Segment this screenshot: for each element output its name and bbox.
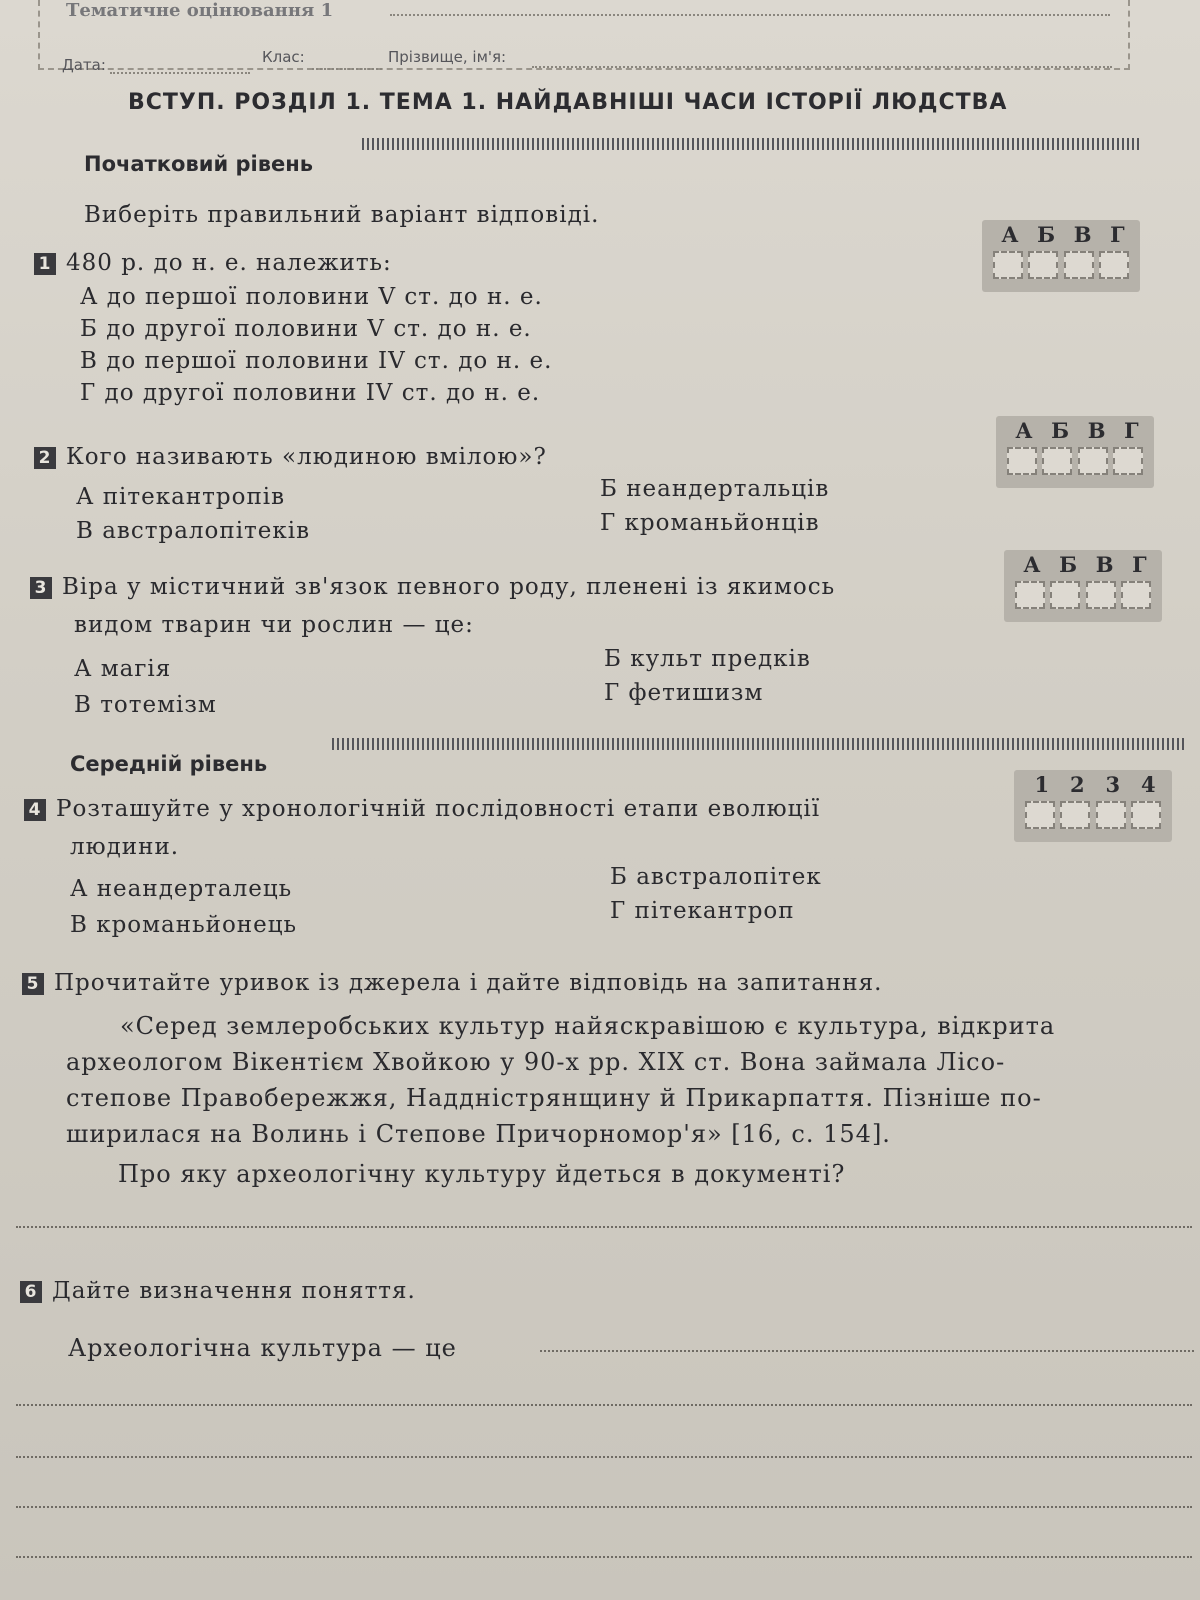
question-5-prompt: Про яку археологічну культуру йдеться в документі? (118, 1160, 846, 1188)
grid-letter: Б (1051, 418, 1070, 443)
grid-number: 2 (1069, 772, 1085, 797)
grid-letter: В (1087, 418, 1106, 443)
question-3-text-line1: Віра у містичний зв'язок певного роду, пленені із якимось (62, 574, 836, 600)
class-field[interactable] (312, 68, 382, 70)
q4-option-b[interactable]: Б австралопітек (610, 864, 822, 890)
instruction-text: Виберіть правильний варіант відповіді. (84, 202, 600, 228)
q1-option-d[interactable]: Г до другої половини IV ст. до н. е. (80, 380, 541, 406)
quote-line: археологом Вікентієм Хвойкою у 90-х рр. XIX ст. Вона займала Лісо- (66, 1048, 1006, 1076)
quote-line: степове Правобережжя, Наддністрянщину й Прикарпаття. Пізніше по- (66, 1084, 1042, 1112)
answer-cell[interactable] (1060, 801, 1090, 829)
question-2 (34, 444, 547, 470)
answer-line[interactable] (16, 1226, 1192, 1228)
question-4-text-line2: людини. (70, 834, 180, 860)
grid-letter: В (1095, 552, 1114, 577)
q3-option-a[interactable]: А магія (74, 656, 172, 682)
question-5 (22, 970, 882, 996)
level-divider-middle (332, 738, 1186, 750)
answer-cell[interactable] (1050, 581, 1080, 609)
header-title-line (390, 14, 1110, 16)
answer-cell[interactable] (1113, 447, 1143, 475)
level-divider-initial (362, 138, 1140, 150)
q2-option-d[interactable]: Г кроманьйонців (600, 510, 820, 536)
class-label: Клас: (262, 48, 305, 66)
question-1 (34, 250, 392, 276)
name-field[interactable] (532, 66, 1112, 68)
q2-option-c[interactable]: В австралопітеків (76, 518, 311, 544)
answer-cell[interactable] (1007, 447, 1037, 475)
question-6 (20, 1278, 416, 1304)
question-2-text: Кого називають «людиною вмілою»? (66, 444, 547, 470)
grid-letter: Б (1037, 222, 1056, 247)
question-5-text: Прочитайте уривок із джерела і дайте відповідь на запитання. (54, 970, 883, 996)
quote-line: «Серед землеробських культур найяскравішою є культура, відкрита (120, 1012, 1056, 1040)
q2-option-a[interactable]: А пітекантропів (76, 484, 286, 510)
q1-answer-grid (982, 220, 1140, 292)
q4-option-a[interactable]: А неандерталець (70, 876, 293, 902)
question-4 (24, 796, 820, 822)
grid-letter: А (1015, 418, 1033, 443)
grid-letter: Б (1059, 552, 1078, 577)
question-number: 4 (24, 799, 46, 821)
question-number: 6 (20, 1281, 42, 1303)
q3-option-d[interactable]: Г фетишизм (604, 680, 764, 706)
answer-cell[interactable] (1025, 801, 1055, 829)
grid-number: 3 (1105, 772, 1121, 797)
answer-cell[interactable] (1078, 447, 1108, 475)
question-6-text: Дайте визначення поняття. (52, 1278, 416, 1304)
q1-option-b[interactable]: Б до другої половини V ст. до н. е. (80, 316, 532, 342)
grid-letter: Г (1110, 222, 1125, 247)
q4-option-c[interactable]: В кроманьйонець (70, 912, 298, 938)
name-label: Прізвище, ім'я: (388, 48, 507, 66)
q3-answer-grid (1004, 550, 1162, 622)
header-title: Тематичне оцінювання 1 (66, 0, 334, 21)
grid-letter: В (1073, 222, 1092, 247)
answer-cell[interactable] (1028, 251, 1058, 279)
answer-cell[interactable] (1015, 581, 1045, 609)
page-title: ВСТУП. РОЗДІЛ 1. ТЕМА 1. НАЙДАВНІШІ ЧАСИ ІСТОРІЇ ЛЮДСТВА (128, 90, 1008, 115)
q1-option-a[interactable]: А до першої половини V ст. до н. е. (80, 284, 543, 310)
answer-cell[interactable] (1131, 801, 1161, 829)
source-quote (66, 1008, 1196, 1152)
q1-option-c[interactable]: В до першої половини IV ст. до н. е. (80, 348, 553, 374)
grid-letter: А (1001, 222, 1019, 247)
q2-option-b[interactable]: Б неандертальців (600, 476, 830, 502)
question-1-text: 480 р. до н. е. належить: (66, 250, 392, 276)
level-heading-middle: Середній рівень (70, 752, 268, 776)
grid-number: 1 (1034, 772, 1050, 797)
question-number: 3 (30, 577, 52, 599)
answer-cell[interactable] (1096, 801, 1126, 829)
question-4-text-line1: Розташуйте у хронологічній послідовності етапи еволюції (56, 796, 821, 822)
definition-line[interactable] (540, 1350, 1194, 1352)
grid-letter: Г (1124, 418, 1139, 443)
definition-line[interactable] (16, 1456, 1192, 1458)
grid-letter: А (1023, 552, 1041, 577)
answer-cell[interactable] (993, 251, 1023, 279)
q3-option-c[interactable]: В тотемізм (74, 692, 217, 718)
definition-line[interactable] (16, 1404, 1192, 1406)
level-heading-initial: Початковий рівень (84, 152, 314, 176)
quote-line: ширилася на Волинь і Степове Причорномор'я» [16, с. 154]. (66, 1120, 891, 1148)
question-number: 5 (22, 973, 44, 995)
answer-cell[interactable] (1042, 447, 1072, 475)
question-number: 2 (34, 447, 56, 469)
answer-cell[interactable] (1086, 581, 1116, 609)
q4-answer-grid (1014, 770, 1172, 842)
grid-letter: Г (1132, 552, 1147, 577)
answer-cell[interactable] (1064, 251, 1094, 279)
question-3 (30, 574, 835, 600)
question-number: 1 (34, 253, 56, 275)
q4-option-d[interactable]: Г пітекантроп (610, 898, 795, 924)
definition-line[interactable] (16, 1556, 1192, 1558)
q3-option-b[interactable]: Б культ предків (604, 646, 811, 672)
date-field[interactable] (110, 72, 250, 74)
q2-answer-grid (996, 416, 1154, 488)
definition-prompt: Археологічна культура — це (68, 1334, 457, 1362)
date-label: Дата: (62, 56, 106, 74)
definition-line[interactable] (16, 1506, 1192, 1508)
answer-cell[interactable] (1099, 251, 1129, 279)
grid-number: 4 (1140, 772, 1156, 797)
question-3-text-line2: видом тварин чи рослин — це: (74, 612, 474, 638)
answer-cell[interactable] (1121, 581, 1151, 609)
